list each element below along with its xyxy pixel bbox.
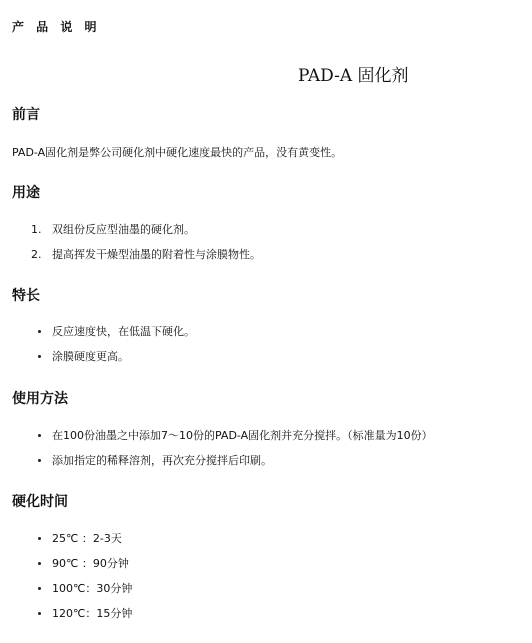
bullet-icon (38, 562, 41, 565)
bullet-icon (38, 612, 41, 615)
list-item-text: 25℃ ：2-3天 (52, 532, 122, 545)
section-heading-curing: 硬化时间 (12, 494, 68, 510)
list-item-text: 涂膜硬度更高。 (52, 350, 129, 363)
bullet-icon (38, 587, 41, 590)
bullet-icon (38, 434, 41, 437)
list-number: 2. (31, 248, 42, 261)
list-item-text: 在100份油墨之中添加7～10份的PAD-A固化剂并充分搅拌。（标准量为10份） (52, 429, 433, 442)
bullet-icon (38, 537, 41, 540)
header-label: 产 品 说 明 (12, 20, 101, 34)
preface-text: PAD-A固化剂是弊公司硬化剂中硬化速度最快的产品，没有黄变性。 (12, 146, 343, 159)
section-heading-usage: 用途 (12, 185, 40, 201)
list-item-text: 添加指定的稀释溶剂，再次充分搅拌后印刷。 (52, 454, 272, 467)
list-item-text: 90℃ ：90分钟 (52, 557, 129, 570)
section-heading-method: 使用方法 (12, 391, 68, 407)
section-heading-preface: 前言 (12, 107, 40, 123)
list-number: 1. (31, 223, 42, 236)
list-item-text: 双组份反应型油墨的硬化剂。 (52, 223, 195, 236)
bullet-icon (38, 459, 41, 462)
section-heading-features: 特长 (12, 288, 40, 304)
list-item-text: 120℃：15分钟 (52, 607, 133, 620)
list-item-text: 反应速度快，在低温下硬化。 (52, 325, 195, 338)
bullet-icon (38, 355, 41, 358)
document-title: PAD-A 固化剂 (298, 66, 409, 86)
list-item-text: 提高挥发干燥型油墨的附着性与涂膜物性。 (52, 248, 261, 261)
bullet-icon (38, 330, 41, 333)
list-item-text: 100℃：30分钟 (52, 582, 133, 595)
